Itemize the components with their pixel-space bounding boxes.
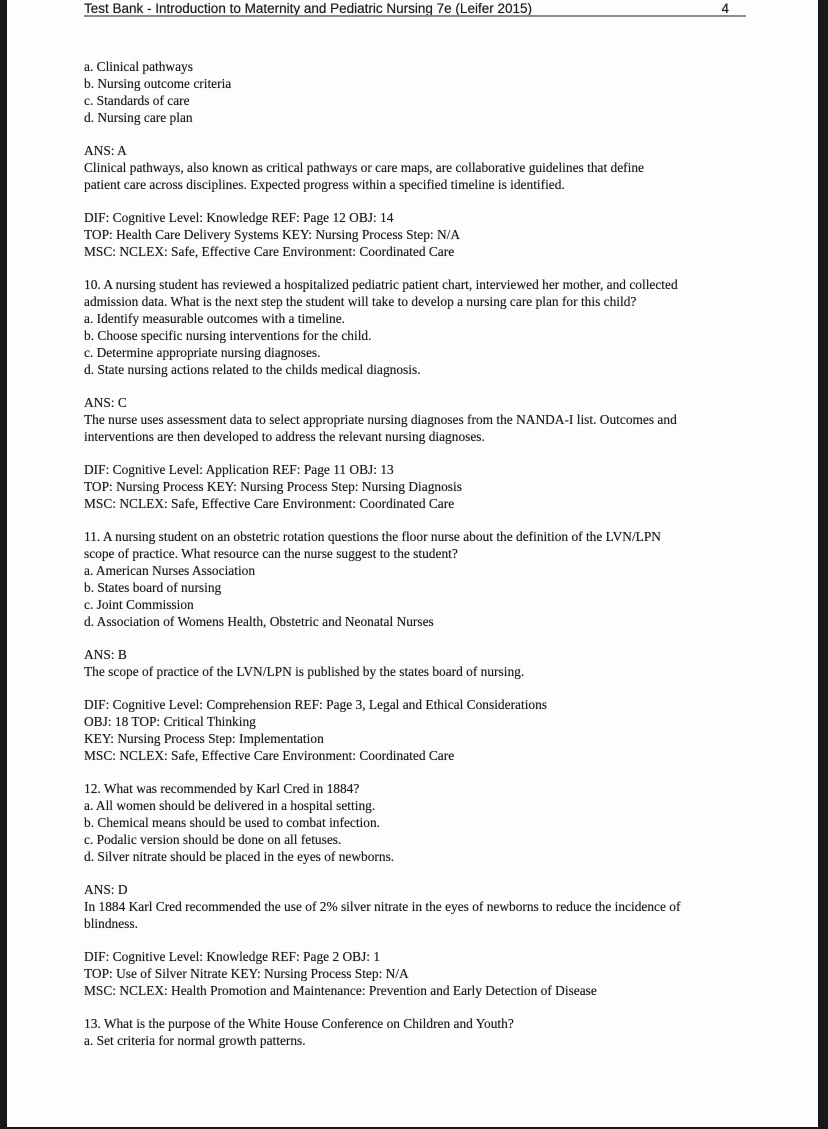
text-line: 13. What is the purpose of the White House Conference on Children and Youth?	[84, 1016, 514, 1031]
text-line: The scope of practice of the LVN/LPN is published by the states board of nursing.	[84, 664, 525, 679]
options-continued	[84, 58, 746, 126]
text-line: 11. A nursing student on an obstetric rotation questions the floor nurse about the definition of the LVN/LPN	[84, 529, 661, 544]
document-page	[7, 0, 818, 1127]
answer-block-a	[84, 142, 746, 193]
question-12	[84, 780, 746, 865]
meta-block-1	[84, 209, 746, 260]
text-line: TOP: Nursing Process KEY: Nursing Process Step: Nursing Diagnosis	[84, 479, 462, 494]
meta-block-3	[84, 696, 746, 764]
text-line: b. States board of nursing	[84, 580, 222, 595]
question-13	[84, 1015, 746, 1049]
text-line: In 1884 Karl Cred recommended the use of 2% silver nitrate in the eyes of newborns to reduce the incidence of	[84, 899, 681, 914]
text-line: MSC: NCLEX: Safe, Effective Care Environment: Coordinated Care	[84, 496, 455, 511]
text-line: d. Association of Womens Health, Obstetric and Neonatal Nurses	[84, 614, 434, 629]
text-line: scope of practice. What resource can the nurse suggest to the student?	[84, 546, 458, 561]
text-line: KEY: Nursing Process Step: Implementation	[84, 731, 324, 746]
text-line: ANS: D	[84, 882, 128, 897]
text-line: 12. What was recommended by Karl Cred in 1884?	[84, 781, 360, 796]
text-line: ANS: C	[84, 395, 127, 410]
text-line: a. American Nurses Association	[84, 563, 256, 578]
text-line: a. Set criteria for normal growth patterns.	[84, 1033, 306, 1048]
text-line: TOP: Use of Silver Nitrate KEY: Nursing Process Step: N/A	[84, 966, 409, 981]
text-line: admission data. What is the next step the student will take to develop a nursing care plan for this child?	[84, 294, 637, 309]
text-line: c. Joint Commission	[84, 597, 194, 612]
text-line: The nurse uses assessment data to select appropriate nursing diagnoses from the NANDA-I list. Outcomes and	[84, 412, 677, 427]
text-line: c. Podalic version should be done on all fetuses.	[84, 832, 342, 847]
text-line: ANS: A	[84, 143, 127, 158]
text-line: MSC: NCLEX: Safe, Effective Care Environment: Coordinated Care	[84, 244, 455, 259]
text-line: 10. A nursing student has reviewed a hospitalized pediatric patient chart, interviewed her mother, and collected	[84, 277, 678, 292]
text-line: DIF: Cognitive Level: Knowledge REF: Page 2 OBJ: 1	[84, 949, 381, 964]
answer-block-c	[84, 394, 746, 445]
text-line: DIF: Cognitive Level: Application REF: Page 11 OBJ: 13	[84, 462, 394, 477]
text-line: ANS: B	[84, 647, 127, 662]
text-line: a. Identify measurable outcomes with a timeline.	[84, 311, 346, 326]
text-line: d. Silver nitrate should be placed in the eyes of newborns.	[84, 849, 395, 864]
text-line: b. Choose specific nursing interventions for the child.	[84, 328, 372, 343]
text-line: interventions are then developed to address the relevant nursing diagnoses.	[84, 429, 485, 444]
text-line: a. Clinical pathways	[84, 59, 193, 74]
text-line: Clinical pathways, also known as critical pathways or care maps, are collaborative guidelines that define	[84, 160, 644, 175]
text-line: blindness.	[84, 916, 138, 931]
document-title: Test Bank - Introduction to Maternity and Pediatric Nursing 7e (Leifer 2015)	[84, 1, 532, 16]
text-line: b. Nursing outcome criteria	[84, 76, 232, 91]
page-header	[84, 0, 746, 17]
page-inner	[7, 0, 818, 1049]
page-number: 4	[721, 1, 729, 16]
meta-block-2	[84, 461, 746, 512]
text-line: MSC: NCLEX: Health Promotion and Maintenance: Prevention and Early Detection of Disease	[84, 983, 597, 998]
question-10	[84, 276, 746, 378]
meta-block-4	[84, 948, 746, 999]
text-line: TOP: Health Care Delivery Systems KEY: Nursing Process Step: N/A	[84, 227, 461, 242]
answer-block-b	[84, 646, 746, 680]
text-line: c. Standards of care	[84, 93, 190, 108]
document-body	[84, 58, 746, 1049]
text-line: d. Nursing care plan	[84, 110, 193, 125]
text-line: b. Chemical means should be used to combat infection.	[84, 815, 381, 830]
question-11	[84, 528, 746, 630]
text-line: a. All women should be delivered in a hospital setting.	[84, 798, 376, 813]
answer-block-d	[84, 881, 746, 932]
text-line: DIF: Cognitive Level: Knowledge REF: Page 12 OBJ: 14	[84, 210, 394, 225]
text-line: patient care across disciplines. Expected progress within a specified timeline is identified.	[84, 177, 565, 192]
text-line: OBJ: 18 TOP: Critical Thinking	[84, 714, 256, 729]
text-line: c. Determine appropriate nursing diagnoses.	[84, 345, 321, 360]
text-line: d. State nursing actions related to the childs medical diagnosis.	[84, 362, 421, 377]
text-line: DIF: Cognitive Level: Comprehension REF: Page 3, Legal and Ethical Considerations	[84, 697, 548, 712]
text-line: MSC: NCLEX: Safe, Effective Care Environment: Coordinated Care	[84, 748, 455, 763]
